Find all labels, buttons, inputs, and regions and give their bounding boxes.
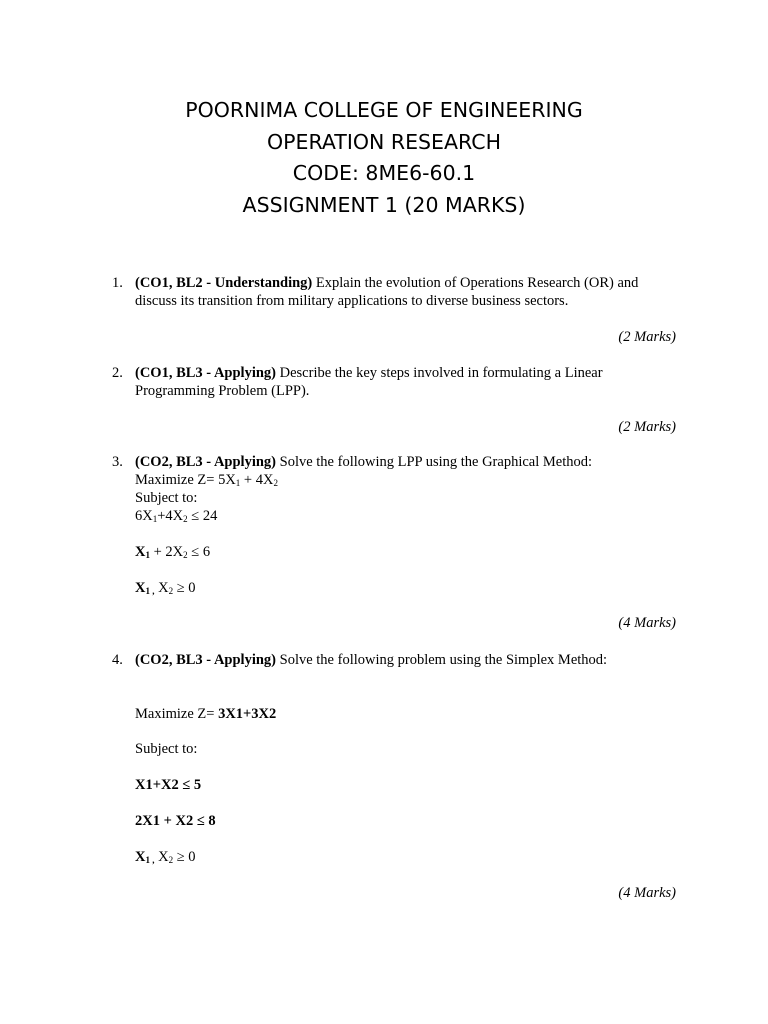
question-text-continued: Programming Problem (LPP). (135, 383, 310, 399)
course-code: CODE: 8ME6-60.1 (292, 161, 476, 185)
constraint-2: $X_1 + 2X_2 \le 6$ (135, 544, 211, 560)
question-tag: (CO1, BL2 - Understanding) (135, 275, 313, 291)
marks-label: (2 Marks) (618, 419, 676, 435)
subject-to-label: Subject to: (135, 741, 198, 757)
college-name: POORNIMA COLLEGE OF ENGINEERING (185, 98, 583, 122)
subject-title: OPERATION RESEARCH (267, 129, 501, 154)
question-body (135, 651, 680, 669)
objective-function: Maximize Z= 3X1+3X2 (135, 706, 277, 722)
question-number: 3. (112, 454, 123, 470)
question-tag: (CO1, BL3 - Applying) (135, 365, 276, 381)
question-body (135, 453, 680, 525)
question-text: Solve the following problem using the Simplex Method: (276, 652, 608, 668)
document-header (0, 95, 768, 221)
question-body (135, 274, 680, 310)
objective-function: Maximize $Z= 5X_1 + 4X_2$ (135, 472, 278, 488)
marks-label: (4 Marks) (618, 885, 676, 901)
question-text: Solve the following LPP using the Graphical Method: (276, 454, 593, 470)
non-negativity-constraint: $X_{1 ,}$ $X_2 \ge 0$ (135, 580, 196, 596)
question-tag: (CO2, BL3 - Applying) (135, 454, 276, 470)
question-body (135, 364, 680, 400)
question-text-continued: discuss its transition from military applications to diverse business sectors. (135, 293, 569, 309)
question-number: 2. (112, 365, 123, 381)
subject-to-label: Subject to: (135, 490, 198, 506)
question-number: 4. (112, 652, 123, 668)
question-text: Describe the key steps involved in formulating a Linear (276, 365, 603, 381)
non-negativity-constraint: $X_{1 ,}$ $X_2 \ge 0$ (135, 849, 196, 865)
question-tag: (CO2, BL3 - Applying) (135, 652, 276, 668)
question-number: 1. (112, 275, 123, 291)
assignment-title: ASSIGNMENT 1 (20 MARKS) (242, 192, 526, 217)
marks-label: (4 Marks) (618, 615, 676, 631)
marks-label: (2 Marks) (618, 329, 676, 345)
question-text: Explain the evolution of Operations Research (OR) and (312, 275, 639, 291)
constraint-1: X1+X2 ≤ 5 (135, 777, 202, 793)
constraint-1: $6X_1+4X_2 \le 24$ (135, 508, 218, 524)
constraint-2: 2X1 + X2 ≤ 8 (135, 813, 216, 829)
